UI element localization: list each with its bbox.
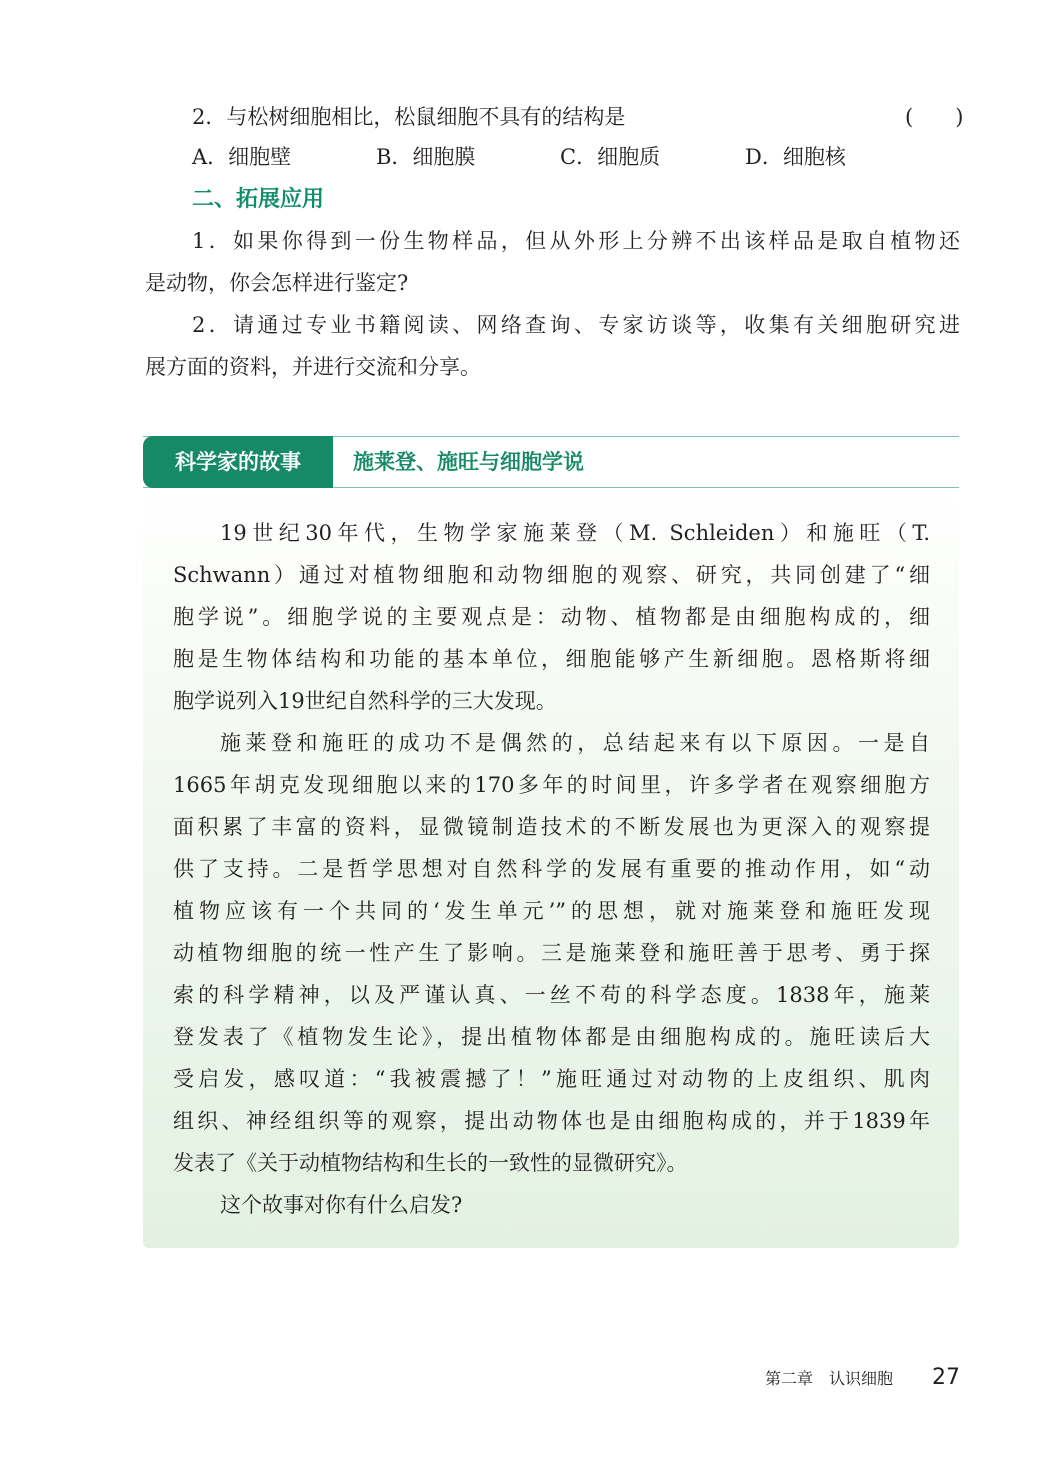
story-line: 1665年胡克发现细胞以来的170多年的时间里，许多学者在观察细胞方	[173, 773, 930, 797]
exercise-line: 1．如果你得到一份生物样品，但从外形上分辨不出该样品是取自植物还	[192, 229, 960, 253]
story-line: 登发表了《植物发生论》，提出植物体都是由细胞构成的。施旺读后大	[173, 1025, 930, 1049]
section-heading: 二、拓展应用	[192, 187, 325, 212]
story-title: 施莱登、施旺与细胞学说	[353, 450, 584, 474]
story-line: 动植物细胞的统一性产生了影响。三是施莱登和施旺善于思考、勇于探	[173, 941, 930, 965]
story-line: 施莱登和施旺的成功不是偶然的，总结起来有以下原因。一是自	[220, 731, 930, 755]
story-line: 胞学说列入19世纪自然科学的三大发现。	[173, 689, 557, 713]
page-number: 27	[932, 1365, 960, 1390]
story-line: 供了支持。二是哲学思想对自然科学的发展有重要的推动作用，如“动	[173, 857, 930, 881]
option-a: A．细胞壁	[192, 145, 292, 169]
story-tag: 科学家的故事	[143, 436, 333, 488]
story-line: 胞学说”。细胞学说的主要观点是：动物、植物都是由细胞构成的，细	[173, 605, 930, 629]
option-b: B．细胞膜	[376, 145, 476, 169]
story-line: 植物应该有一个共同的‘发生单元’”的思想，就对施莱登和施旺发现	[173, 899, 930, 923]
story-line: Schwann）通过对植物细胞和动物细胞的观察、研究，共同创建了“细	[173, 563, 930, 587]
option-c: C．细胞质	[560, 145, 661, 169]
exercise-line: 展方面的资料，并进行交流和分享。	[145, 355, 481, 379]
story-line: 组织、神经组织等的观察，提出动物体也是由细胞构成的，并于1839年	[173, 1109, 930, 1133]
chapter-title: 第二章 认识细胞	[765, 1369, 894, 1388]
question-2: 2．与松树细胞相比，松鼠细胞不具有的结构是	[192, 105, 626, 129]
story-line: 胞是生物体结构和功能的基本单位，细胞能够产生新细胞。恩格斯将细	[173, 647, 930, 671]
story-line: 面积累了丰富的资料，显微镜制造技术的不断发展也为更深入的观察提	[173, 815, 930, 839]
story-line: 19世纪30年代，生物学家施莱登（M. Schleiden）和施旺（T.	[220, 521, 930, 545]
story-question: 这个故事对你有什么启发?	[220, 1193, 463, 1217]
story-line: 发表了《关于动植物结构和生长的一致性的显微研究》。	[173, 1151, 688, 1175]
story-header	[143, 436, 959, 488]
story-line: 索的科学精神，以及严谨认真、一丝不苟的科学态度。1838年，施莱	[173, 983, 930, 1007]
exercise-line: 是动物，你会怎样进行鉴定?	[145, 271, 409, 295]
option-d: D．细胞核	[745, 145, 846, 169]
answer-parentheses: ( )	[905, 105, 964, 129]
story-line: 受启发，感叹道：“我被震撼了！”施旺通过对动物的上皮组织、肌肉	[173, 1067, 930, 1091]
exercise-line: 2．请通过专业书籍阅读、网络查询、专家访谈等，收集有关细胞研究进	[192, 313, 960, 337]
